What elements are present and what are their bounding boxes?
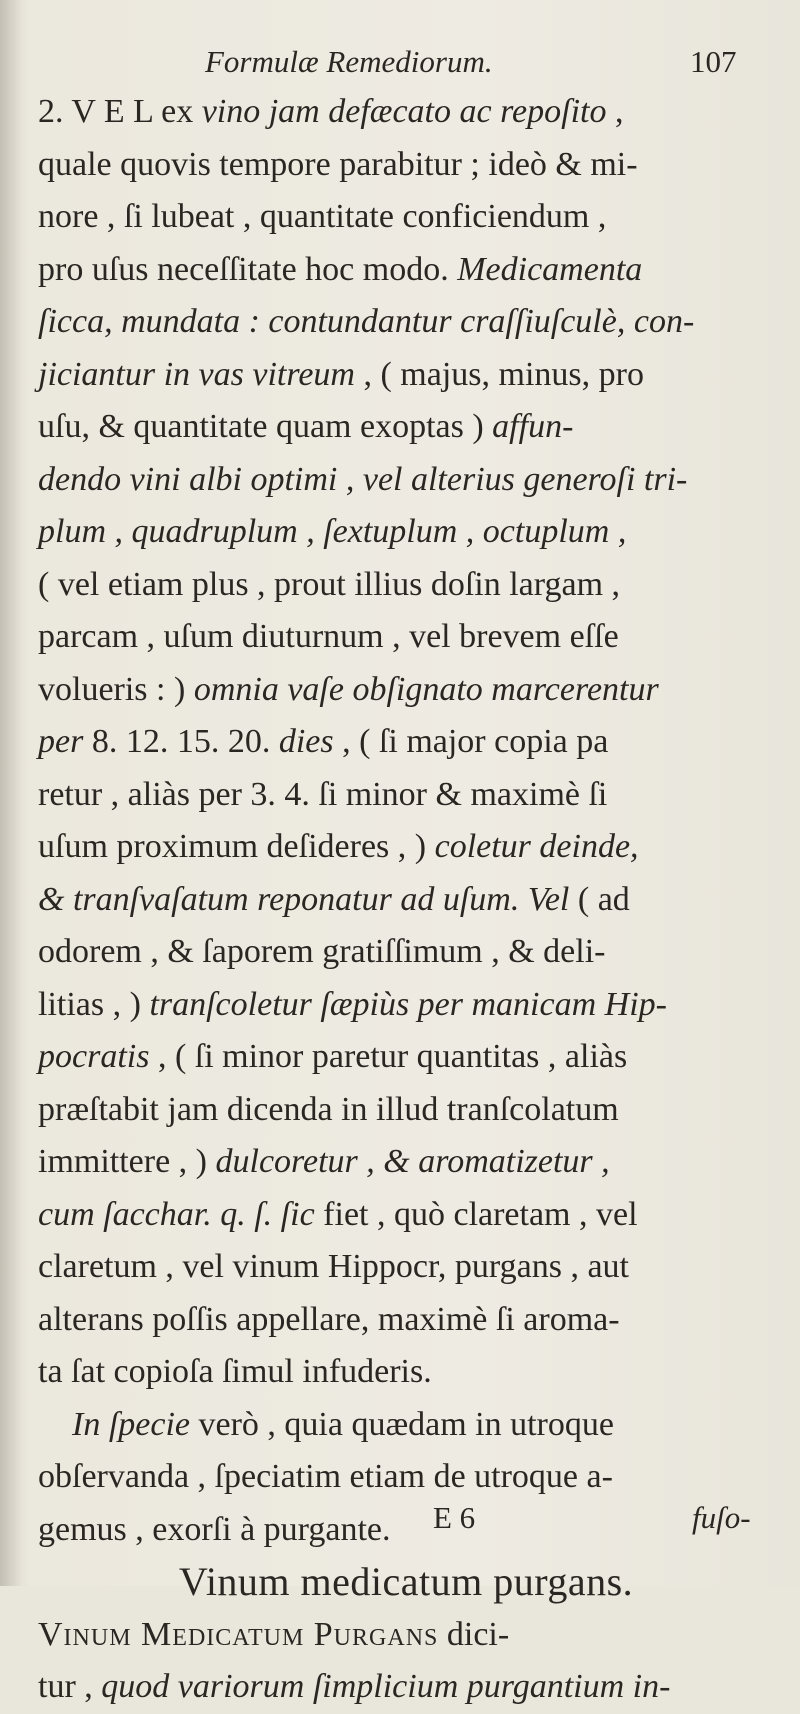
- text-line: [38, 401, 774, 454]
- text-run: uſu, & quantitate quam exoptas ): [38, 408, 493, 445]
- text-run: volueris : ): [38, 670, 194, 708]
- text-run: gemus , exorſi à purgante.: [38, 1510, 391, 1548]
- text-run: claretum , vel vinum Hippocr, purgans , aut: [38, 1248, 629, 1285]
- text-run: uſum proximum deſideres , ): [38, 828, 435, 865]
- text-run: ſicca, mundata : contundantur craſſiuſculè, con-: [38, 303, 695, 340]
- text-line: [38, 1609, 774, 1662]
- text-line: [38, 664, 774, 717]
- text-run: obſervanda , ſpeciatim etiam de utroque a-: [38, 1458, 613, 1495]
- text-line: [38, 1136, 774, 1189]
- gutter-shadow: [0, 0, 22, 1586]
- text-line: [38, 1241, 774, 1294]
- text-line: [38, 1661, 774, 1714]
- text-line: [38, 821, 774, 874]
- text-line: [38, 1399, 774, 1452]
- running-head: Formulæ Remediorum.: [205, 44, 493, 79]
- text-run: alterans poſſis appellare, maximè ſi aroma-: [38, 1300, 620, 1338]
- page-number: 107: [690, 44, 737, 79]
- text-run: dies: [278, 723, 334, 760]
- text-line: [38, 611, 774, 664]
- text-run: 2.: [38, 93, 72, 130]
- text-run: pro uſus neceſſitate hoc modo.: [38, 250, 458, 288]
- text-run: Medicamenta: [457, 250, 643, 288]
- text-run: dulcoretur , & aromatizetur ,: [215, 1143, 610, 1180]
- section-title: Vinum medicatum purgans.: [178, 1559, 634, 1604]
- text-run: , ( ſi minor paretur quantitas , aliàs: [149, 1038, 628, 1075]
- page-header: [0, 44, 800, 80]
- text-line: [38, 296, 774, 349]
- text-line: [38, 139, 774, 192]
- signature-mark: E 6: [433, 1500, 476, 1535]
- text-run: In ſpecie: [72, 1405, 190, 1443]
- text-run: immittere , ): [38, 1143, 216, 1180]
- text-line: [38, 1189, 774, 1242]
- text-run: ,: [606, 93, 624, 130]
- text-run: vino jam defæcato ac repoſito: [201, 93, 607, 130]
- text-run: coletur deinde,: [434, 828, 639, 865]
- text-run: dici-: [438, 1615, 510, 1653]
- text-run: pocratis: [38, 1038, 150, 1075]
- text-run: cum ſacchar. q. ſ. ſic: [38, 1195, 315, 1233]
- text-run: [38, 1406, 72, 1443]
- page-footer: [0, 1500, 800, 1550]
- text-run: odorem , & ſaporem gratiſſimum , & deli-: [38, 933, 606, 970]
- text-run: Vinum Medicatum Purgans: [38, 1615, 439, 1653]
- text-line: [38, 244, 774, 297]
- text-run: fiet , quò claretam , vel: [314, 1195, 638, 1233]
- text-line: [38, 926, 774, 979]
- text-line: [38, 1346, 774, 1399]
- text-run: , ( ſi major copia pa: [333, 723, 609, 760]
- text-line: [38, 1031, 774, 1084]
- text-run: 8. 12. 15. 20.: [83, 723, 279, 760]
- catchword: fuſo-: [692, 1500, 751, 1535]
- text-run: tranſcoletur ſæpiùs per manicam Hip-: [149, 985, 667, 1023]
- text-run: quod variorum ſimplicium purgantium in-: [101, 1668, 671, 1705]
- text-line: [38, 1451, 774, 1504]
- text-run: verò , quia quædam in utroque: [190, 1405, 614, 1443]
- text-line: [38, 86, 774, 139]
- text-run: jiciantur in vas vitreum: [38, 355, 355, 393]
- text-line: [38, 506, 774, 559]
- text-run: & tranſvaſatum reponatur ad uſum. Vel: [38, 880, 570, 918]
- text-run: ex: [152, 93, 202, 130]
- text-run: ( vel etiam plus , prout illius doſin largam ,: [38, 565, 621, 603]
- text-run: nore , ſi lubeat , quantitate conficiendum ,: [38, 198, 607, 235]
- body-text: [38, 86, 774, 1714]
- text-line: [38, 1294, 774, 1347]
- text-line: [38, 1084, 774, 1137]
- text-line: [38, 716, 774, 769]
- text-line: [38, 349, 774, 402]
- text-run: , ( majus, minus, pro: [354, 355, 644, 393]
- text-line: [38, 559, 774, 612]
- text-run: ta ſat copioſa ſimul infuderis.: [38, 1353, 432, 1390]
- text-run: dendo vini albi optimi , vel alterius generoſi tri-: [38, 460, 688, 498]
- text-line: [38, 874, 774, 927]
- text-line: [38, 979, 774, 1032]
- text-run: V E L: [71, 93, 153, 130]
- text-line: [38, 191, 774, 244]
- text-run: retur , aliàs per 3. 4. ſi minor & maximè ſi: [38, 775, 608, 813]
- text-run: affun-: [492, 408, 574, 445]
- text-run: quale quovis tempore parabitur ; ideò & mi-: [38, 145, 638, 183]
- text-run: plum , quadruplum , ſextuplum , octuplum ,: [38, 513, 627, 550]
- text-run: litias , ): [38, 985, 150, 1023]
- text-run: omnia vaſe obſignato marcerentur: [193, 670, 659, 708]
- text-run: tur ,: [38, 1668, 102, 1705]
- text-run: ( ad: [569, 880, 630, 918]
- text-block-main: [38, 86, 774, 1556]
- text-run: per: [38, 723, 84, 760]
- text-run: parcam , uſum diuturnum , vel brevem eſſe: [38, 618, 619, 655]
- text-line: [38, 769, 774, 822]
- text-block-after-title: [38, 1609, 774, 1714]
- text-line: [38, 454, 774, 507]
- text-run: præſtabit jam dicenda in illud tranſcolatum: [38, 1090, 619, 1128]
